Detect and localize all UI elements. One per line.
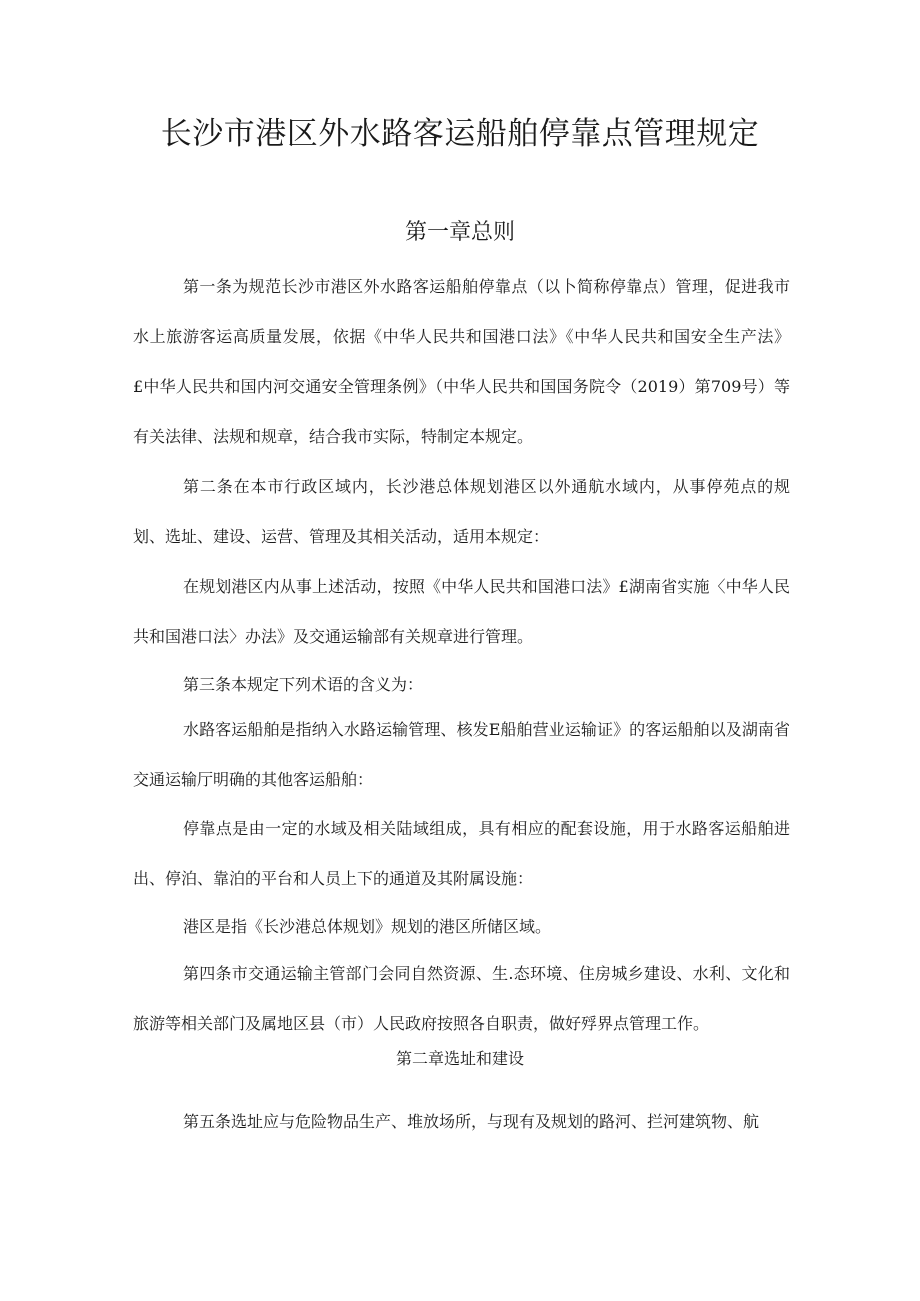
definition-passenger-ship: 水路客运船舶是指纳入水路运输管理、核发E船舶营业运输证》的客运船舶以及湖南省交通运输厅明确的其他客运船舶： [133, 720, 790, 789]
article-4-paragraph: 第四条市交通运输主管部门会同自然资源、生.态环境、住房城乡建设、水利、文化和旅游等相关部门及属地区县（市）人民政府按照各自职责，做好殍界点管理工作。 [133, 964, 790, 1033]
article-3-paragraph: 第三条本规定下列术语的含义为： [183, 675, 424, 694]
document-title: 长沙市港区外水路客运船舶停靠点管理规定 [160, 116, 760, 152]
definition-port-area: 港区是指《长沙港总体规划》规划的港区所储区域。 [183, 917, 552, 936]
article-2-subparagraph: 在规划港区内从事上述活动，按照《中华人民共和国港口法》£湖南省实施〈中华人民共和国港口法〉办法》及交通运输部有关规章进行管理。 [133, 577, 790, 646]
article-2-paragraph: 第二条在本市行政区域内，长沙港总体规划港区以外通航水域内，从事停苑点的规划、选址、建设、运营、管理及其相关活动，适用本规定： [133, 477, 790, 546]
article-5-paragraph: 第五条选址应与危险物品生产、堆放场所，与现有及规划的路河、拦河建筑物、航 [183, 1112, 760, 1131]
definition-berthing-point: 停靠点是由一定的水域及相关陆域组成，具有相应的配套设施，用于水路客运船舶进出、停泊、靠泊的平台和人员上下的通道及其附属设施： [133, 819, 790, 888]
chapter-2-heading: 第二章选址和建设 [395, 1049, 524, 1068]
article-1-paragraph: 第一条为规范长沙市港区外水路客运船舶停靠点（以卜简称停靠点）管理，促进我市水上旅游客运高质量发展，依据《中华人民共和国港口法》《中华人民共和国安全生产法》£中华人民共和国内河交通安全管理条例》（中华人民共和国国务院令（2019）第709号）等有关法律、法规和规章，结合我市实际，特制定本规定。 [133, 277, 790, 446]
chapter-1-heading: 第一章总则 [404, 220, 515, 245]
